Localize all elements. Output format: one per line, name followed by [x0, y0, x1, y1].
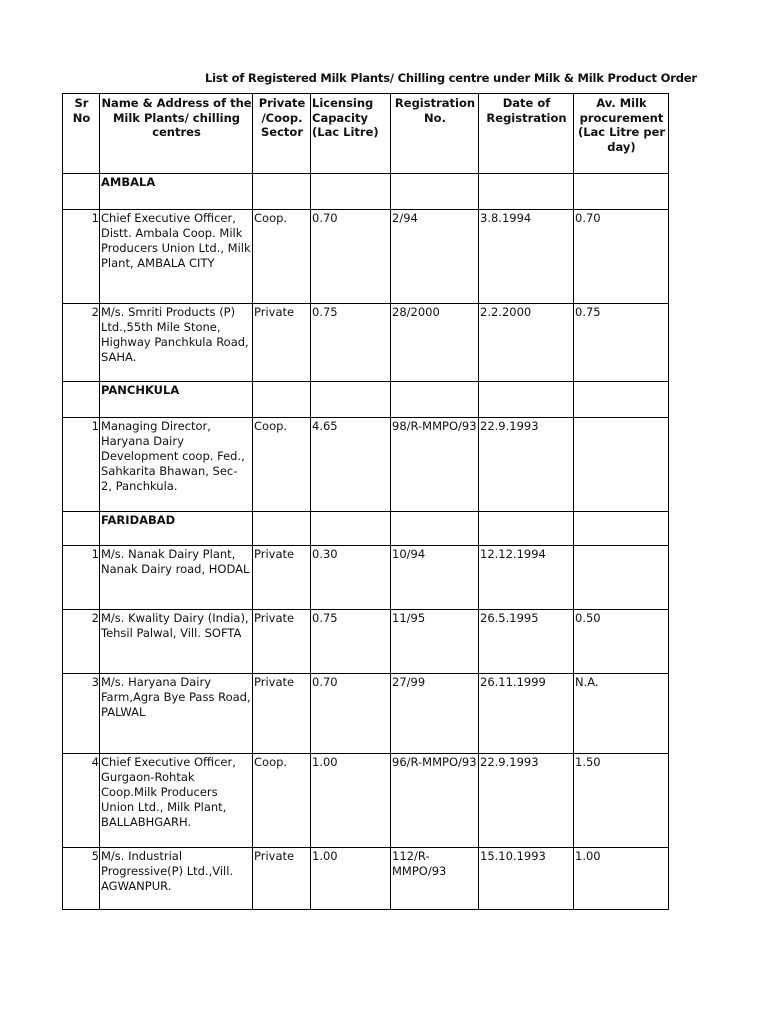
- section-empty-cell: [479, 512, 574, 546]
- section-sr-cell: [63, 512, 100, 546]
- cell-reg: 11/95: [391, 610, 479, 674]
- cell-name: Chief Executive Officer, Gurgaon-Rohtak Coop.Milk Producers Union Ltd., Milk Plant, BALLABHGARH.: [100, 754, 253, 848]
- section-row: [63, 382, 669, 418]
- table-row: [63, 848, 669, 910]
- section-empty-cell: [574, 512, 669, 546]
- cell-name: M/s. Kwality Dairy (India), Tehsil Palwal, Vill. SOFTA: [100, 610, 253, 674]
- cell-sr: 2: [63, 304, 100, 382]
- header-date: Date of Registration: [479, 94, 574, 174]
- cell-capacity: 0.30: [311, 546, 391, 610]
- header-sector: Private /Coop. Sector: [253, 94, 311, 174]
- cell-sector: Coop.: [253, 754, 311, 848]
- header-name-address: Name & Address of the Milk Plants/ chilling centres: [100, 94, 253, 174]
- cell-sector: Coop.: [253, 418, 311, 512]
- cell-procurement: [574, 546, 669, 610]
- cell-procurement: N.A.: [574, 674, 669, 754]
- cell-sr: 1: [63, 418, 100, 512]
- cell-name: M/s. Nanak Dairy Plant, Nanak Dairy road, HODAL: [100, 546, 253, 610]
- cell-reg: 112/R-MMPO/93: [391, 848, 479, 910]
- cell-procurement: 1.00: [574, 848, 669, 910]
- section-empty-cell: [574, 382, 669, 418]
- registration-table: [62, 93, 669, 910]
- cell-capacity: 0.75: [311, 610, 391, 674]
- cell-procurement: 0.50: [574, 610, 669, 674]
- section-empty-cell: [253, 174, 311, 210]
- table-row: [63, 210, 669, 304]
- table-row: [63, 754, 669, 848]
- cell-sector: Private: [253, 304, 311, 382]
- cell-date: 22.9.1993: [479, 418, 574, 512]
- header-capacity: Licensing Capacity (Lac Litre): [311, 94, 391, 174]
- table-row: [63, 304, 669, 382]
- cell-capacity: 0.75: [311, 304, 391, 382]
- section-empty-cell: [391, 382, 479, 418]
- cell-capacity: 1.00: [311, 848, 391, 910]
- cell-date: 26.5.1995: [479, 610, 574, 674]
- cell-reg: 10/94: [391, 546, 479, 610]
- table-row: [63, 418, 669, 512]
- cell-reg: 2/94: [391, 210, 479, 304]
- section-empty-cell: [311, 382, 391, 418]
- cell-date: 2.2.2000: [479, 304, 574, 382]
- section-sr-cell: [63, 174, 100, 210]
- cell-sector: Private: [253, 848, 311, 910]
- table-row: [63, 610, 669, 674]
- cell-reg: 28/2000: [391, 304, 479, 382]
- section-empty-cell: [391, 512, 479, 546]
- section-row: [63, 174, 669, 210]
- cell-sr: 5: [63, 848, 100, 910]
- cell-capacity: 0.70: [311, 674, 391, 754]
- cell-capacity: 1.00: [311, 754, 391, 848]
- section-empty-cell: [479, 382, 574, 418]
- cell-capacity: 4.65: [311, 418, 391, 512]
- section-sr-cell: [63, 382, 100, 418]
- section-row: [63, 512, 669, 546]
- cell-date: 3.8.1994: [479, 210, 574, 304]
- section-empty-cell: [253, 382, 311, 418]
- section-empty-cell: [253, 512, 311, 546]
- section-name: PANCHKULA: [100, 382, 253, 418]
- cell-date: 12.12.1994: [479, 546, 574, 610]
- table-row: [63, 674, 669, 754]
- cell-sr: 4: [63, 754, 100, 848]
- cell-name: Chief Executive Officer, Distt. Ambala Coop. Milk Producers Union Ltd., Milk Plant, AMBALA CITY: [100, 210, 253, 304]
- cell-procurement: 1.50: [574, 754, 669, 848]
- cell-sector: Private: [253, 610, 311, 674]
- cell-date: 15.10.1993: [479, 848, 574, 910]
- section-empty-cell: [311, 174, 391, 210]
- cell-sector: Private: [253, 546, 311, 610]
- section-empty-cell: [479, 174, 574, 210]
- section-empty-cell: [391, 174, 479, 210]
- cell-reg: 98/R-MMPO/93: [391, 418, 479, 512]
- cell-date: 26.11.1999: [479, 674, 574, 754]
- cell-procurement: 0.75: [574, 304, 669, 382]
- header-sr-no: Sr No: [63, 94, 100, 174]
- cell-reg: 27/99: [391, 674, 479, 754]
- cell-name: M/s. Haryana Dairy Farm,Agra Bye Pass Road, PALWAL: [100, 674, 253, 754]
- cell-procurement: 0.70: [574, 210, 669, 304]
- cell-sector: Private: [253, 674, 311, 754]
- cell-date: 22.9.1993: [479, 754, 574, 848]
- table-row: [63, 546, 669, 610]
- cell-sr: 3: [63, 674, 100, 754]
- header-row: [63, 94, 669, 174]
- section-name: AMBALA: [100, 174, 253, 210]
- section-empty-cell: [574, 174, 669, 210]
- document-title: List of Registered Milk Plants/ Chilling centre under Milk & Milk Product Order: [205, 71, 697, 85]
- section-empty-cell: [311, 512, 391, 546]
- cell-procurement: [574, 418, 669, 512]
- cell-sr: 1: [63, 210, 100, 304]
- cell-sector: Coop.: [253, 210, 311, 304]
- header-procurement: Av. Milk procurement (Lac Litre per day): [574, 94, 669, 174]
- cell-name: M/s. Smriti Products (P) Ltd.,55th Mile Stone, Highway Panchkula Road, SAHA.: [100, 304, 253, 382]
- cell-reg: 96/R-MMPO/93: [391, 754, 479, 848]
- cell-sr: 2: [63, 610, 100, 674]
- header-registration-no: Registration No.: [391, 94, 479, 174]
- cell-name: M/s. Industrial Progressive(P) Ltd.,Vill. AGWANPUR.: [100, 848, 253, 910]
- section-name: FARIDABAD: [100, 512, 253, 546]
- cell-sr: 1: [63, 546, 100, 610]
- cell-name: Managing Director, Haryana Dairy Development coop. Fed., Sahkarita Bhawan, Sec- 2, Panchkula.: [100, 418, 253, 512]
- cell-capacity: 0.70: [311, 210, 391, 304]
